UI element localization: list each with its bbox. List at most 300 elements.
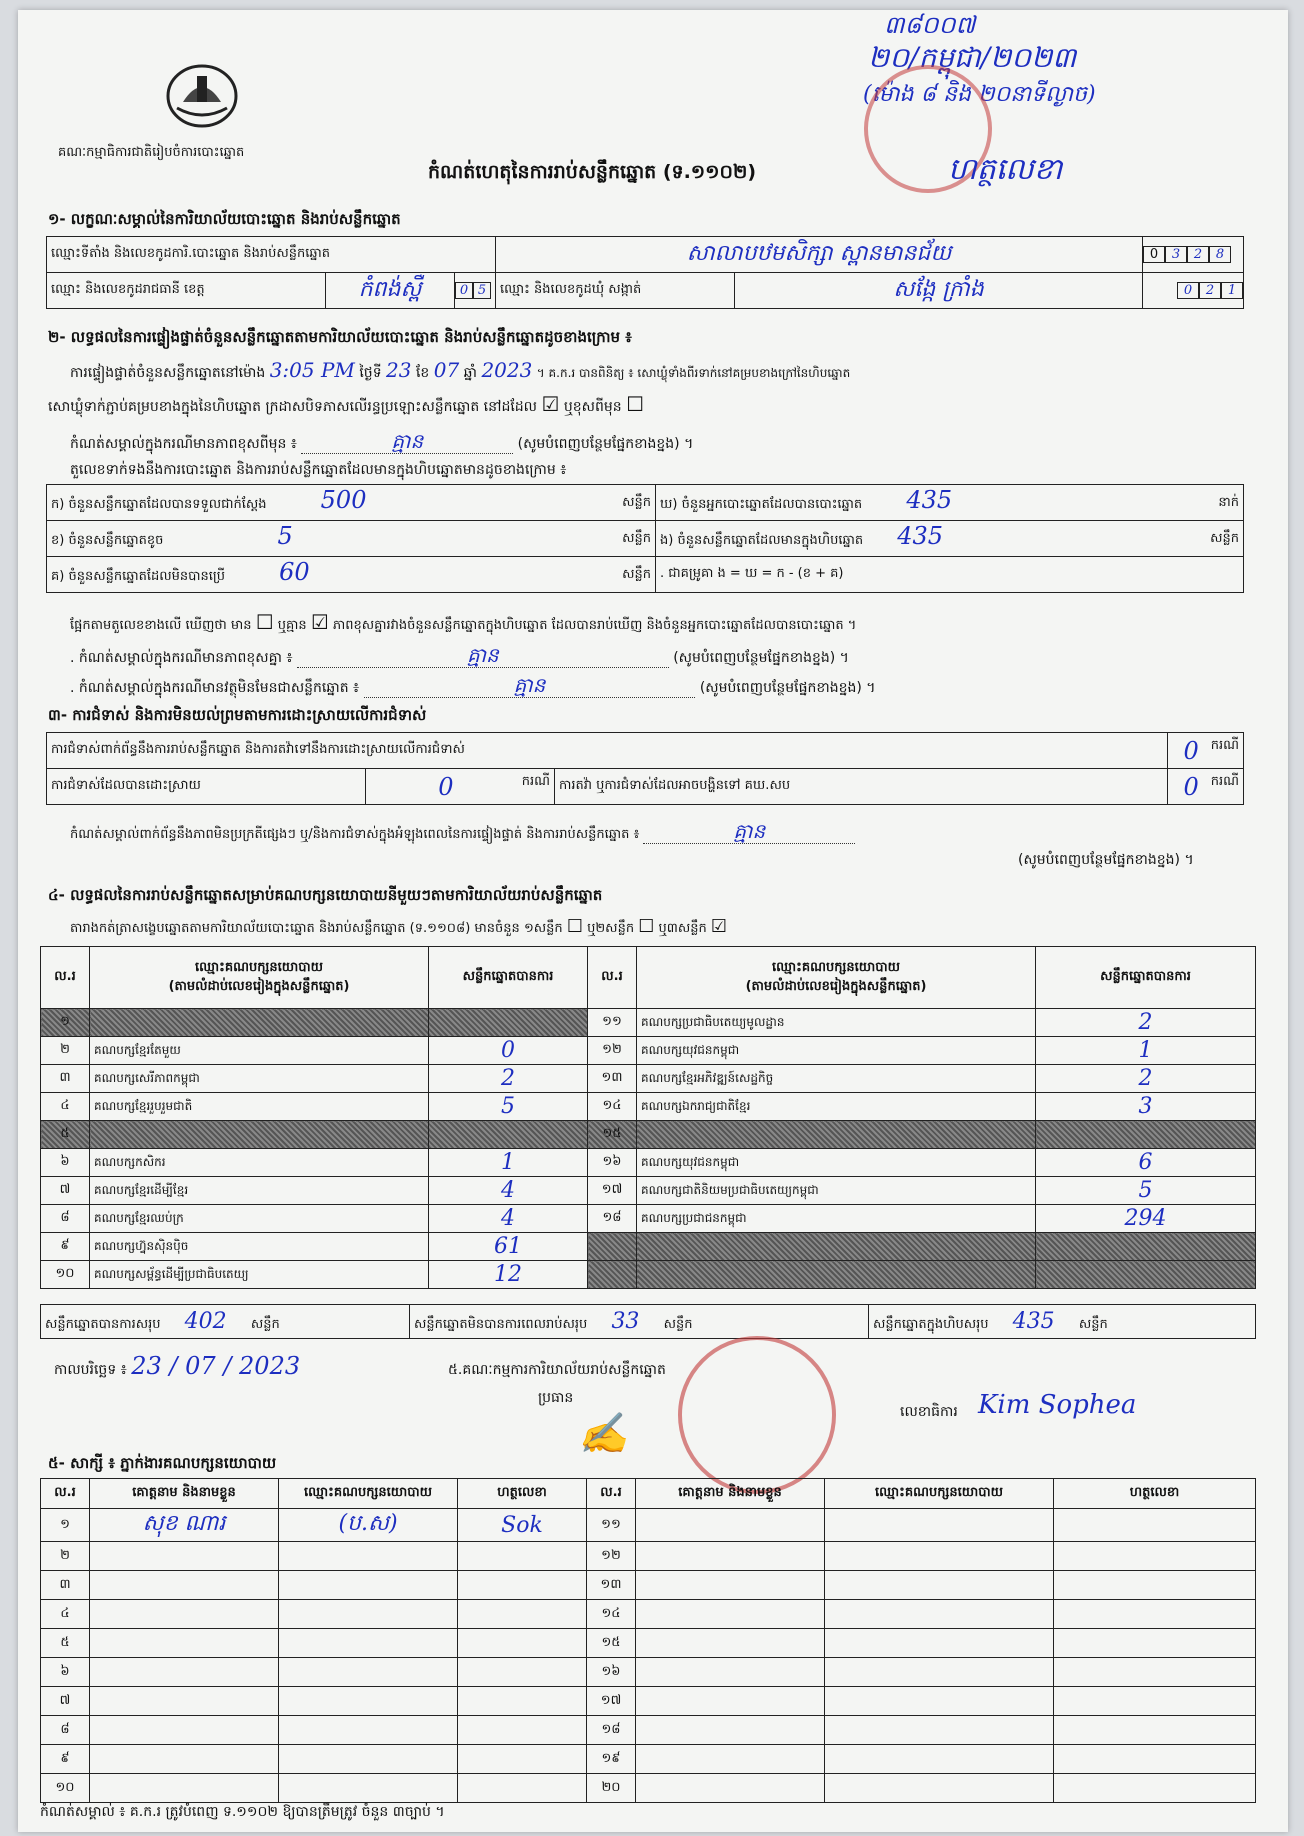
difference-note-line: [70, 428, 693, 458]
witness-col-sign-right: ហត្ថលេខា: [1054, 1479, 1256, 1509]
committee-label: ៥.គណៈកម្មការការិយាល័យរាប់សន្លឹកឆ្នោត: [448, 1362, 666, 1378]
col-party-right-line1: ឈ្មោះគណបក្សនយោបាយ: [772, 959, 900, 975]
witness-number: ២: [41, 1542, 90, 1571]
results-body: [41, 1009, 1256, 1289]
form-title: កំណត់ហេតុនៃការរាប់សន្លឹកឆ្នោត (ទ.១១០២): [428, 161, 757, 183]
no-diff-checkbox[interactable]: ☑: [310, 610, 329, 634]
summary-pages-label: តារាងកត់ត្រាសង្ខេបឆ្នោតតាមការិយាល័យបោះឆ្នោត និងរាប់សន្លឹកឆ្នោត (ទ.១១០៨) មានចំនួន ១សន្លឹក: [70, 921, 563, 936]
received-value: 500: [320, 485, 367, 514]
spoiled-row: [47, 521, 656, 557]
witness-number: ១៥: [587, 1629, 636, 1658]
witness-name: [90, 1542, 279, 1571]
witness-party: [279, 1629, 458, 1658]
witness-number: ១៤: [587, 1600, 636, 1629]
resolved-unit: ករណី: [521, 773, 550, 789]
witness-row: [41, 1509, 1256, 1542]
witness-number: ១៩: [587, 1745, 636, 1774]
witness-row: [41, 1745, 1256, 1774]
witness-row: [41, 1571, 1256, 1600]
appeals-label: ការតវ៉ា ឬការជំទាស់ដែលអាចបង្ហិនទៅ គឃ.សប: [555, 769, 1168, 805]
witness-signature: [458, 1571, 587, 1600]
province-code-digit: 5: [473, 282, 491, 299]
party-votes: [1036, 1233, 1256, 1261]
witness-col-name: គោត្តនាម និងនាមខ្លួន: [90, 1479, 279, 1509]
witness-signature: [1054, 1745, 1256, 1774]
party-number: [588, 1233, 637, 1261]
witness-number: ៣: [41, 1571, 90, 1600]
witness-row: [41, 1687, 1256, 1716]
witness-signature: [1054, 1542, 1256, 1571]
secretary-signature: Kim Sophea: [978, 1390, 1137, 1420]
col-votes: សន្លឹកឆ្នោតបានការ: [429, 947, 588, 1009]
results-row: [41, 1037, 1256, 1065]
difference-note-hint: (សូមបំពេញបន្ថែមផ្នែកខាងខ្នង) ។: [517, 436, 694, 452]
party-number: [588, 1261, 637, 1289]
same-checkbox[interactable]: ☑: [541, 392, 560, 416]
resolved-count: 0: [438, 772, 454, 801]
witness-number: ១៧: [587, 1687, 636, 1716]
pages-2-checkbox[interactable]: ☐: [638, 916, 655, 937]
witness-number: ១១: [587, 1509, 636, 1542]
witness-party: [825, 1716, 1054, 1745]
witness-party: [825, 1687, 1054, 1716]
results-row: [41, 1233, 1256, 1261]
witness-party: [279, 1571, 458, 1600]
col-party: [90, 947, 429, 1009]
date-line: [54, 1352, 300, 1381]
unused-unit: សន្លឹក: [622, 566, 651, 582]
party-name: គណបក្សខ្មែរដើម្បីខ្មែរ: [90, 1177, 429, 1205]
total-box-unit: សន្លឹក: [1078, 1316, 1108, 1332]
unused-label: គ) ចំនួនសន្លឹកឆ្នោតដែលមិនបានប្រើ: [51, 568, 225, 584]
verify-month-label: ខែ: [415, 365, 430, 381]
witness-party: [279, 1542, 458, 1571]
party-votes: 1: [429, 1149, 588, 1177]
party-votes: [1036, 1261, 1256, 1289]
col-party-right-line2: (តាមលំដាប់លេខរៀងក្នុងសន្លឹកឆ្នោត): [745, 978, 927, 994]
province-label: ឈ្មោះ និងលេខកូដរាជធានី ខេត្ត: [47, 273, 326, 309]
witness-name: [636, 1571, 825, 1600]
received-unit: សន្លឹក: [622, 494, 651, 510]
witness-col-no-right: ល.រ: [587, 1479, 636, 1509]
witness-name: សុខ ណារ: [90, 1509, 279, 1542]
party-name: គណបក្សយុវជនកម្ពុជា: [637, 1149, 1036, 1177]
witness-number: ៩: [41, 1745, 90, 1774]
seal-status-text: សោឃ្លុំទាក់ភ្ជាប់គម្របខាងក្នុងនៃហិបឆ្នោត ក្រដាសបិទភាសលើរន្ធប្រឡោះសន្លឹកឆ្នោត នៅដដែល: [48, 399, 537, 415]
party-votes: 2: [1036, 1065, 1256, 1093]
party-votes: 12: [429, 1261, 588, 1289]
party-name: គណបក្សយុវជនកម្ពុជា: [637, 1037, 1036, 1065]
witness-name: [636, 1509, 825, 1542]
witness-party: (ប.ស): [279, 1509, 458, 1542]
objections-label: ការជំទាស់ពាក់ព័ន្ធនឹងការរាប់សន្លឹកឆ្នោត និងការតវ៉ាទៅនឹងការដោះស្រាយលើការជំទាស់: [47, 733, 1168, 769]
foreign-object-hint: (សូមបំពេញបន្ថែមផ្នែកខាងខ្នង) ។: [699, 680, 876, 696]
results-row: [41, 1093, 1256, 1121]
witness-party: [825, 1745, 1054, 1774]
pages-3-checkbox[interactable]: ☑: [710, 916, 728, 937]
results-row: [41, 1065, 1256, 1093]
figures-table: [46, 484, 1244, 593]
witness-name: [636, 1600, 825, 1629]
witness-number: ១៣: [587, 1571, 636, 1600]
objections-unit: ករណី: [1210, 737, 1239, 753]
objections-value: [1167, 733, 1243, 769]
irregularity-note-value: គ្មាន: [643, 819, 855, 844]
location-code: [1143, 237, 1244, 273]
total-box-cell: [869, 1305, 1256, 1339]
party-name: គណបក្សកសិករ: [90, 1149, 429, 1177]
witness-signature: [1054, 1774, 1256, 1803]
witness-body: [41, 1509, 1256, 1803]
results-row: [41, 1177, 1256, 1205]
party-number: ២: [41, 1037, 90, 1065]
witness-signature: [1054, 1687, 1256, 1716]
witness-row: [41, 1600, 1256, 1629]
spoiled-label: ខ) ចំនួនសន្លឹកឆ្នោតខូច: [51, 532, 164, 548]
inbox-value: 435: [897, 521, 944, 550]
witness-signature: [458, 1658, 587, 1687]
witness-signature: [458, 1542, 587, 1571]
total-invalid-cell: [410, 1305, 869, 1339]
witness-signature: [458, 1716, 587, 1745]
total-invalid-value: 33: [611, 1308, 640, 1334]
party-number: ៣: [41, 1065, 90, 1093]
witness-row: [41, 1774, 1256, 1803]
witness-number: ៥: [41, 1629, 90, 1658]
party-number: ១០: [41, 1261, 90, 1289]
appeals-value: [1167, 769, 1243, 805]
witness-number: ១: [41, 1509, 90, 1542]
verify-time: 3:05 PM: [269, 358, 355, 382]
witness-party: [279, 1658, 458, 1687]
location-code-digit: 8: [1209, 246, 1231, 263]
received-row: [47, 485, 656, 521]
witness-party: [825, 1629, 1054, 1658]
witness-row: [41, 1658, 1256, 1687]
section3-heading: ៣- ការជំទាស់ និងការមិនយល់ព្រមតាមការដោះស្រាយលើការជំទាស់: [48, 706, 427, 724]
party-number: ១៤: [588, 1093, 637, 1121]
witness-name: [636, 1687, 825, 1716]
party-votes: 3: [1036, 1093, 1256, 1121]
witness-signature: [1054, 1600, 1256, 1629]
witness-name: [90, 1687, 279, 1716]
witness-signature: [1054, 1629, 1256, 1658]
witness-col-party-right: ឈ្មោះគណបក្សនយោបាយ: [825, 1479, 1054, 1509]
section1-heading: ១- លក្ខណៈសម្គាល់នៃការិយាល័យបោះឆ្នោត និងរាប់សន្លឹកឆ្នោត: [48, 210, 401, 228]
witness-party: [279, 1774, 458, 1803]
total-valid-value: 402: [184, 1308, 227, 1334]
resolved-value: [366, 769, 555, 805]
party-name: [637, 1233, 1036, 1261]
witness-signature: [458, 1600, 587, 1629]
commune-code-digit: 2: [1199, 282, 1221, 299]
party-votes: 294: [1036, 1205, 1256, 1233]
party-votes: 1: [1036, 1037, 1256, 1065]
commune-code-digit: 1: [1221, 282, 1243, 299]
witness-row: [41, 1716, 1256, 1745]
inbox-label: ង) ចំនួនសន្លឹកឆ្នោតដែលមានក្នុងហិបឆ្នោត: [660, 532, 864, 548]
total-box-value: 435: [1012, 1308, 1055, 1334]
witness-name: [636, 1774, 825, 1803]
witness-party: [825, 1509, 1054, 1542]
difference-check-text: ភាពខុសគ្នារវាងចំនួនសន្លឹកឆ្នោតក្នុងហិបឆ្នោត ដែលបានរាប់ឃើញ និងចំនួនអ្នកបោះឆ្នោតដែលបានបោះឆ្នោត ។: [332, 618, 857, 633]
witness-number: ៤: [41, 1600, 90, 1629]
pages-1-checkbox[interactable]: ☐: [566, 916, 583, 937]
witness-number: ១០: [41, 1774, 90, 1803]
chair-signature: ✍: [578, 1411, 628, 1457]
witness-name: [636, 1745, 825, 1774]
witness-number: ៦: [41, 1658, 90, 1687]
verify-year: 2023: [481, 358, 533, 382]
commune-value: សង្កែ ក្រាំង: [735, 273, 1143, 309]
witness-number: ១៦: [587, 1658, 636, 1687]
witness-name: [636, 1658, 825, 1687]
spoiled-unit: សន្លឹក: [622, 530, 651, 546]
total-valid-unit: សន្លឹក: [250, 1316, 280, 1332]
party-name: គណបក្សខ្មែររួបរួមជាតិ: [90, 1093, 429, 1121]
witness-name: [90, 1745, 279, 1774]
party-number: ១៨: [588, 1205, 637, 1233]
inbox-row: [656, 521, 1244, 557]
party-name: គណបក្សខ្មែរឈប់ក្រ: [90, 1205, 429, 1233]
col-party-line2: (តាមលំដាប់លេខរៀងក្នុងសន្លឹកឆ្នោត): [168, 978, 350, 994]
difference-note2-hint: (សូមបំពេញបន្ថែមផ្នែកខាងខ្នង) ។: [673, 650, 849, 666]
witness-col-sign: ហត្ថលេខា: [458, 1479, 587, 1509]
results-row: [41, 1261, 1256, 1289]
difference-note-label: កំណត់សម្គាល់ក្នុងករណីមានភាពខុសពីមុន ៖: [70, 436, 297, 452]
witness-party: [279, 1745, 458, 1774]
figures-intro: តួលេខទាក់ទងនឹងការបោះឆ្នោត និងការរាប់សន្លឹកឆ្នោតដែលមានក្នុងហិបឆ្នោតមានដូចខាងក្រោម ៖: [70, 462, 567, 478]
voters-label: ឃ) ចំនួនអ្នកបោះឆ្នោតដែលបានបោះឆ្នោត: [660, 496, 863, 512]
results-row: [41, 1149, 1256, 1177]
no-diff-label: ឬគ្មាន: [277, 618, 307, 633]
difference-note-value: គ្មាន: [301, 429, 513, 454]
difference-note2-value: គ្មាន: [297, 643, 669, 668]
col-party-right: [637, 947, 1036, 1009]
location-code-digit: 0: [1143, 246, 1165, 263]
verify-year-label: ឆ្នាំ: [463, 365, 477, 381]
summary-pages-line: [70, 916, 727, 939]
witness-party: [825, 1571, 1054, 1600]
witness-name: [636, 1542, 825, 1571]
party-number: ៧: [41, 1177, 90, 1205]
voters-row: [656, 485, 1244, 521]
witness-party: [825, 1774, 1054, 1803]
witness-number: ១២: [587, 1542, 636, 1571]
official-stamp-committee: [678, 1336, 836, 1494]
party-number: ១៦: [588, 1149, 637, 1177]
section5-heading: ៥- សាក្សី ៖ ភ្នាក់ងារគណបក្សនយោបាយ: [48, 1454, 277, 1472]
foreign-object-line: [70, 672, 876, 702]
witness-signature: [458, 1774, 587, 1803]
witness-name: [90, 1658, 279, 1687]
witness-party: [825, 1658, 1054, 1687]
has-diff-label: ផ្អែកតាមតួលេខខាងលើ ឃើញថា មាន: [70, 618, 252, 633]
difference-note2-label: . កំណត់សម្គាល់ក្នុងករណីមានភាពខុសគ្នា ៖: [70, 650, 293, 666]
party-name: គណបក្សហ្វ៊ុនស៊ិនប៉ិច: [90, 1233, 429, 1261]
annotation-line-1: ៣៨០០៧: [884, 11, 976, 39]
party-number: ១: [41, 1009, 90, 1037]
total-valid-label: សន្លឹកឆ្នោតបានការសរុប: [45, 1316, 161, 1332]
annotation-line-2: ២០/កម្ពុជា/២០២៣: [868, 41, 1077, 74]
location-code-digit: 3: [1165, 246, 1187, 263]
total-invalid-label: សន្លឹកឆ្នោតមិនបានការពេលរាប់សរុប: [414, 1316, 588, 1332]
party-number: ១១: [588, 1009, 637, 1037]
commune-code: [1143, 273, 1244, 309]
verify-time-label: ការផ្ទៀងផ្ទាត់ចំនួនសន្លឹកឆ្នោតនៅម៉ោង: [70, 365, 266, 381]
witness-name: [90, 1629, 279, 1658]
verify-text: ។ គ.ក.រ បានពិនិត្យ ៖ សោឃ្លុំទាំងពីរទាក់នៅគម្របខាងក្រៅនៃហិបឆ្នោត: [536, 366, 851, 380]
witness-party: [279, 1716, 458, 1745]
party-name: គណបក្សខ្មែរអភិវឌ្ឍន៍សេដ្ឋកិច្ច: [637, 1065, 1036, 1093]
party-votes: 2: [1036, 1009, 1256, 1037]
province-code-digit: 0: [455, 282, 473, 299]
witness-signature: [1054, 1509, 1256, 1542]
party-number: ៤: [41, 1093, 90, 1121]
party-number: ៩: [41, 1233, 90, 1261]
appeals-count: 0: [1183, 772, 1199, 801]
unused-value: 60: [279, 557, 310, 586]
witness-signature: Sok: [458, 1509, 587, 1542]
party-votes: 5: [429, 1093, 588, 1121]
annotation-signature: ហត្ថលេខា: [948, 152, 1063, 187]
commune-code-digit: 0: [1177, 282, 1199, 299]
witness-name: [636, 1716, 825, 1745]
footer-note: កំណត់សម្គាល់ ៖ គ.ក.រ ត្រូវបំពេញ ទ.១១០២ ឱ្យបានត្រឹមត្រូវ ចំនួន ៣ច្បាប់ ។: [40, 1804, 445, 1820]
party-name: គណបក្សជាតិនិយមប្រជាធិបតេយ្យកម្ពុជា: [637, 1177, 1036, 1205]
results-row: [41, 1121, 1256, 1149]
witness-name: [636, 1629, 825, 1658]
total-valid-cell: [41, 1305, 410, 1339]
difference-check-line: [70, 610, 856, 636]
has-diff-checkbox[interactable]: ☐: [255, 610, 274, 634]
witness-signature: [458, 1629, 587, 1658]
verify-day: 23: [386, 358, 412, 382]
party-number: ១២: [588, 1037, 637, 1065]
total-invalid-unit: សន្លឹក: [663, 1316, 693, 1332]
total-box-label: សន្លឹកឆ្នោតក្នុងហិបសរុប: [873, 1316, 989, 1332]
witness-number: ៨: [41, 1716, 90, 1745]
resolved-label: ការជំទាស់ដែលបានដោះស្រាយ: [47, 769, 366, 805]
party-votes: [429, 1121, 588, 1149]
party-name: [90, 1121, 429, 1149]
inbox-unit: សន្លឹក: [1210, 530, 1239, 546]
witness-party: [825, 1600, 1054, 1629]
witness-number: ២០: [587, 1774, 636, 1803]
results-row: [41, 1009, 1256, 1037]
national-emblem: [163, 62, 241, 130]
party-name: [637, 1261, 1036, 1289]
party-name: គណបក្សសម្ព័ន្ធដើម្បីប្រជាធិបតេយ្យ: [90, 1261, 429, 1289]
party-name: [637, 1121, 1036, 1149]
witness-name: [90, 1774, 279, 1803]
different-checkbox[interactable]: ☐: [626, 392, 644, 416]
party-name: គណបក្សប្រជាជនកម្ពុជា: [637, 1205, 1036, 1233]
section1-table: [46, 236, 1244, 309]
witness-party: [279, 1600, 458, 1629]
witness-number: ៧: [41, 1687, 90, 1716]
spoiled-value: 5: [277, 521, 293, 550]
witness-signature: [1054, 1658, 1256, 1687]
organization-name: គណៈកម្មាធិការជាតិរៀបចំការបោះឆ្នោត: [58, 145, 245, 160]
date-value: 23 / 07 / 2023: [131, 1352, 301, 1380]
witness-row: [41, 1629, 1256, 1658]
date-label: កាលបរិច្ឆេទ ៖: [54, 1362, 127, 1378]
party-name: គណបក្សប្រជាធិបតេយ្យមូលដ្ឋាន: [637, 1009, 1036, 1037]
unused-row: [47, 557, 656, 593]
col-votes-right: សន្លឹកឆ្នោតបានការ: [1036, 947, 1256, 1009]
party-votes: 5: [1036, 1177, 1256, 1205]
voters-unit: នាក់: [1218, 494, 1239, 510]
party-votes: 61: [429, 1233, 588, 1261]
witness-row: [41, 1542, 1256, 1571]
verification-line: [70, 358, 850, 384]
verify-day-label: ថ្ងៃទី: [359, 365, 382, 381]
verify-month: 07: [433, 358, 460, 382]
results-row: [41, 1205, 1256, 1233]
irregularity-note-label: កំណត់សម្គាល់ពាក់ព័ន្ធនឹងភាពមិនប្រក្រតីផ្សេងៗ ឬ/និងការជំទាស់ក្នុងអំឡុងពេលនៃការផ្ទៀងផ្ទាត់ និងការរាប់សន្លឹកឆ្នោត ៖: [70, 827, 640, 842]
commune-label: ឈ្មោះ និងលេខកូដឃុំ សង្កាត់: [496, 273, 735, 309]
irregularity-note-hint: (សូមបំពេញបន្ថែមផ្នែកខាងខ្នង) ។: [1018, 852, 1194, 868]
totals-table: [40, 1304, 1256, 1339]
province-code: [455, 273, 496, 309]
province-value: កំពង់ស្ពឺ: [326, 273, 455, 309]
col-party-line1: ឈ្មោះគណបក្សនយោបាយ: [195, 959, 323, 975]
witness-party: [279, 1687, 458, 1716]
different-label: ឬខុសពីមុន: [563, 399, 622, 415]
party-number: ៥: [41, 1121, 90, 1149]
witness-col-party: ឈ្មោះគណបក្សនយោបាយ: [279, 1479, 458, 1509]
received-label: ក) ចំនួនសន្លឹកឆ្នោតដែលបានទទួលជាក់ស្តែង: [51, 496, 267, 512]
party-votes: 4: [429, 1205, 588, 1233]
objections-table: [46, 732, 1244, 805]
section2-heading: ២- លទ្ធផលនៃការផ្ទៀងផ្ទាត់ចំនួនសន្លឹកឆ្នោតតាមការិយាល័យបោះឆ្នោត និងរាប់សន្លឹកឆ្នោតដូចខាងក្រោម ៖: [48, 328, 632, 346]
party-number: ១៥: [588, 1121, 637, 1149]
party-number: ៨: [41, 1205, 90, 1233]
annotation-line-3: (ម៉ោង ៨ និង ២០នាទីល្ងាច): [863, 82, 1096, 107]
voters-value: 435: [906, 485, 953, 514]
results-table: [40, 946, 1256, 1289]
party-number: ៦: [41, 1149, 90, 1177]
witness-signature: [1054, 1716, 1256, 1745]
witness-signature: [1054, 1571, 1256, 1600]
formula-row: . ជាគម្រូគា ង = ឃ = ក - (ខ + គ): [656, 557, 1244, 593]
location-label: ឈ្មោះទីតាំង និងលេខកូដការិ.បោះឆ្នោត និងរាប់សន្លឹកឆ្នោត: [47, 237, 496, 273]
objections-count: 0: [1183, 736, 1199, 765]
pages-2-label: ឬ២សន្លឹក: [587, 921, 635, 936]
secretary-label: លេខាធិការ: [900, 1404, 958, 1420]
party-number: ១៧: [588, 1177, 637, 1205]
witness-col-no: ល.រ: [41, 1479, 90, 1509]
party-name: គណបក្សខ្មែរតែមួយ: [90, 1037, 429, 1065]
appeals-unit: ករណី: [1210, 773, 1239, 789]
location-code-digit: 2: [1187, 246, 1209, 263]
party-name: គណបក្សឯករាជ្យជាតិខ្មែរ: [637, 1093, 1036, 1121]
witness-col-name-right: គោត្តនាម និងនាមខ្លួន: [636, 1479, 825, 1509]
foreign-object-value: គ្មាន: [364, 673, 696, 698]
party-votes: [429, 1009, 588, 1037]
section4-heading: ៤- លទ្ធផលនៃការរាប់សន្លឹកឆ្នោតសម្រាប់គណបក្សនយោបាយនីមួយៗតាមការិយាល័យរាប់សន្លឹកឆ្នោត: [48, 886, 603, 904]
seal-status-line: [48, 392, 644, 418]
party-number: ១៣: [588, 1065, 637, 1093]
location-value: សាលាបឋមសិក្សា ស្ពានមានជ័យ: [496, 237, 1143, 273]
witness-table: [40, 1478, 1256, 1803]
party-votes: [1036, 1121, 1256, 1149]
witness-name: [90, 1716, 279, 1745]
witness-name: [90, 1571, 279, 1600]
difference-note2-line: [70, 642, 849, 672]
col-no: ល.រ: [41, 947, 90, 1009]
